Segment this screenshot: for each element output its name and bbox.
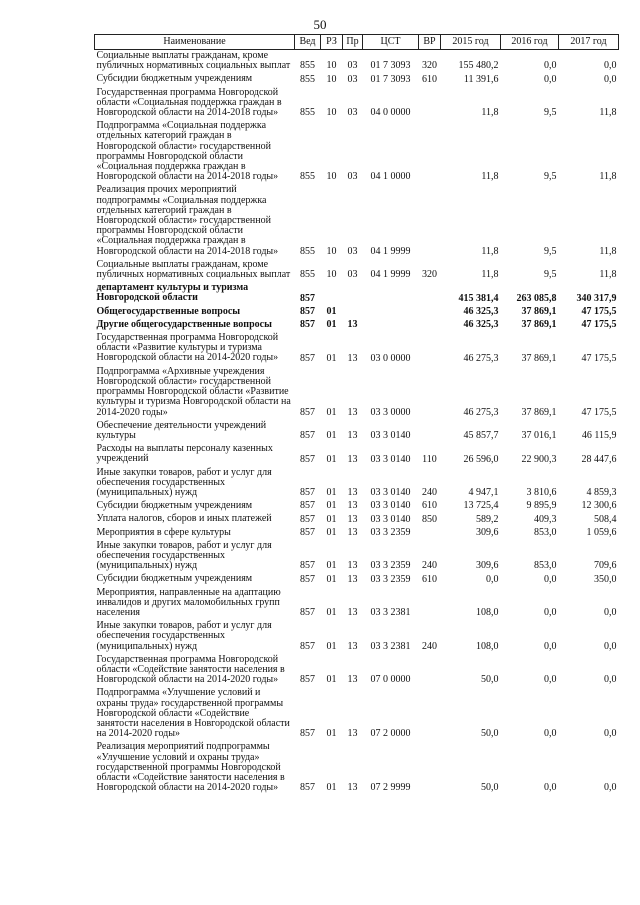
cell-ved: 857	[300, 728, 315, 740]
col-header-2017: 2017 год	[559, 35, 619, 50]
cell-vr: 320	[422, 60, 437, 72]
cell-name: Иные закупки товаров, работ и услуг для обеспечения государственных (муниципальных) нужд	[96, 620, 272, 652]
cell-rz: 10	[326, 171, 337, 183]
cell-2017: 0,0	[604, 674, 617, 686]
cell-vr: 240	[422, 487, 437, 499]
table-row	[95, 573, 619, 586]
cell-2017: 0,0	[604, 73, 617, 85]
cell-pr: 13	[347, 487, 358, 499]
cell-ved: 857	[300, 560, 315, 572]
cell-cst: 03 3 2359	[370, 573, 411, 585]
col-header-cst: ЦСТ	[363, 35, 419, 50]
table-row	[95, 654, 619, 688]
cell-2015: 309,6	[476, 560, 499, 572]
table-row	[95, 687, 619, 741]
cell-vr: 240	[422, 640, 437, 652]
cell-cst: 03 3 2381	[370, 607, 411, 619]
cell-cst: 07 2 0000	[370, 728, 411, 740]
cell-vr: 610	[422, 73, 437, 85]
cell-name: Общегосударственные вопросы	[96, 305, 241, 317]
cell-ved: 855	[300, 269, 315, 281]
cell-vr	[419, 306, 441, 319]
cell-pr: 13	[347, 453, 358, 465]
cell-2015: 4 947,1	[468, 487, 499, 499]
cell-name: Социальные выплаты гражданам, кроме публичных нормативных социальных выплат	[96, 258, 291, 281]
cell-name: Реализация мероприятий подпрограммы «Улучшение условий и охраны труда» государственной программы Новгородской области «Содействие занятости населения в Новгородской области на 2014-2020 годы»	[96, 741, 285, 794]
cell-rz: 01	[326, 487, 337, 499]
cell-vr	[419, 366, 441, 420]
table-row	[95, 184, 619, 258]
cell-cst	[363, 282, 419, 305]
cell-ved: 855	[300, 171, 315, 183]
cell-2016: 3 810,6	[526, 487, 557, 499]
cell-vr	[419, 120, 441, 184]
table-row	[95, 420, 619, 443]
cell-2017: 0,0	[604, 60, 617, 72]
cell-vr	[419, 687, 441, 741]
cell-rz: 01	[326, 640, 337, 652]
cell-2016: 37 869,1	[521, 406, 557, 418]
cell-rz	[321, 282, 343, 305]
cell-2016: 37 869,1	[521, 305, 557, 317]
cell-ved: 857	[300, 640, 315, 652]
col-header-pr: Пр	[343, 35, 363, 50]
cell-pr: 13	[347, 674, 358, 686]
cell-2015: 26 596,0	[463, 453, 499, 465]
cell-vr	[419, 282, 441, 305]
cell-cst: 07 0 0000	[370, 674, 411, 686]
cell-vr: 110	[422, 453, 437, 465]
cell-rz: 01	[326, 560, 337, 572]
table-row	[95, 620, 619, 654]
cell-vr	[419, 420, 441, 443]
cell-rz: 10	[326, 60, 337, 72]
cell-pr: 03	[347, 73, 358, 85]
cell-cst: 04 1 0000	[370, 171, 411, 183]
cell-ved: 857	[300, 573, 315, 585]
cell-ved: 857	[300, 352, 315, 364]
col-header-rz: РЗ	[321, 35, 343, 50]
cell-ved: 857	[300, 526, 315, 538]
col-header-name: Наименование	[95, 35, 295, 50]
cell-2016: 37 869,1	[521, 319, 557, 331]
cell-2017: 47 175,5	[581, 352, 617, 364]
cell-ved: 857	[300, 674, 315, 686]
cell-pr: 13	[347, 513, 358, 525]
cell-rz: 01	[326, 406, 337, 418]
cell-2017: 709,6	[594, 560, 617, 572]
cell-cst: 03 3 0140	[370, 453, 411, 465]
cell-cst: 03 3 0140	[370, 430, 411, 442]
cell-name: Государственная программа Новгородской области «Социальная поддержка граждан в Новгородской области на 2014-2018 годы»	[96, 86, 282, 119]
cell-ved: 857	[300, 305, 315, 317]
cell-2016: 0,0	[544, 674, 557, 686]
table-row	[95, 467, 619, 501]
cell-2016: 853,0	[534, 560, 557, 572]
cell-2015: 46 275,3	[463, 352, 499, 364]
cell-pr: 03	[347, 107, 358, 119]
col-header-2016: 2016 год	[501, 35, 559, 50]
cell-cst: 03 3 0140	[370, 513, 411, 525]
cell-cst	[363, 306, 419, 319]
cell-2016: 0,0	[544, 60, 557, 72]
cell-2017: 0,0	[604, 607, 617, 619]
table-row	[95, 540, 619, 574]
cell-vr	[419, 184, 441, 258]
cell-pr: 13	[347, 352, 358, 364]
cell-name: Обеспечение деятельности учреждений культуры	[96, 419, 267, 441]
cell-rz: 01	[326, 573, 337, 585]
cell-cst: 03 3 0000	[370, 406, 411, 418]
cell-rz: 01	[326, 674, 337, 686]
cell-2015: 11,8	[481, 245, 499, 257]
cell-2017: 12 300,6	[581, 500, 617, 512]
col-header-ved: Вед	[295, 35, 321, 50]
cell-2015: 46 275,3	[463, 406, 499, 418]
cell-pr: 13	[347, 560, 358, 572]
cell-name: департамент культуры и туризма Новгородской области	[96, 282, 249, 304]
cell-pr: 13	[347, 406, 358, 418]
cell-2016: 0,0	[544, 573, 557, 585]
table-body	[95, 50, 619, 796]
cell-ved: 857	[300, 487, 315, 499]
cell-2015: 108,0	[476, 607, 499, 619]
cell-pr: 13	[347, 607, 358, 619]
page-number: 50	[313, 17, 327, 32]
table-row	[95, 73, 619, 86]
cell-2015: 46 325,3	[463, 319, 499, 331]
cell-pr	[343, 306, 363, 319]
cell-ved: 855	[300, 60, 315, 72]
cell-2017: 11,8	[599, 245, 617, 257]
cell-2015: 11 391,6	[463, 73, 499, 85]
col-header-2015: 2015 год	[441, 35, 501, 50]
cell-name: Расходы на выплаты персоналу казенных учреждений	[96, 443, 273, 465]
cell-pr: 03	[347, 269, 358, 281]
table-row	[95, 741, 619, 795]
cell-2017: 47 175,5	[581, 305, 617, 317]
cell-2016: 0,0	[544, 728, 557, 740]
cell-name: Подпрограмма «Архивные учреждения Новгородской области» государственной программы Новгородской области «Развитие культуры и туризма Новгородской области на 2014-2020 годы»	[96, 365, 291, 418]
cell-2015: 46 325,3	[463, 305, 499, 317]
cell-rz: 01	[326, 513, 337, 525]
cell-2015: 13 725,4	[463, 500, 499, 512]
table-row	[95, 282, 619, 305]
cell-2016: 263 085,8	[516, 292, 557, 304]
cell-rz: 10	[326, 73, 337, 85]
cell-cst: 03 3 0140	[370, 487, 411, 499]
cell-vr	[419, 319, 441, 332]
cell-ved: 855	[300, 73, 315, 85]
table-row	[95, 319, 619, 332]
table-row	[95, 587, 619, 621]
cell-2016: 9 895,9	[526, 500, 557, 512]
cell-vr: 610	[422, 500, 437, 512]
table-row	[95, 513, 619, 526]
cell-2016: 0,0	[544, 73, 557, 85]
cell-cst: 03 3 2359	[370, 560, 411, 572]
cell-2017: 0,0	[604, 782, 617, 794]
cell-name: Социальные выплаты гражданам, кроме публичных нормативных социальных выплат	[96, 50, 291, 72]
cell-pr: 03	[347, 60, 358, 72]
cell-2016: 9,5	[544, 107, 557, 119]
cell-vr: 240	[422, 560, 437, 572]
cell-name: Другие общегосударственные вопросы	[96, 318, 272, 330]
cell-ved: 857	[300, 292, 315, 304]
cell-pr: 13	[347, 319, 358, 331]
cell-2017: 4 859,3	[586, 487, 617, 499]
cell-rz: 01	[326, 305, 337, 317]
cell-rz: 01	[326, 782, 337, 794]
cell-2015: 11,8	[481, 171, 499, 183]
cell-rz: 01	[326, 526, 337, 538]
cell-rz: 10	[326, 107, 337, 119]
table-row	[95, 443, 619, 466]
cell-2017: 0,0	[604, 640, 617, 652]
cell-2015: 155 480,2	[458, 60, 499, 72]
cell-name: Иные закупки товаров, работ и услуг для обеспечения государственных (муниципальных) нужд	[96, 466, 272, 498]
cell-cst: 01 7 3093	[370, 60, 411, 72]
cell-ved: 857	[300, 319, 315, 331]
cell-name: Субсидии бюджетным учреждениям	[96, 573, 253, 585]
cell-2017: 0,0	[604, 728, 617, 740]
cell-vr: 850	[422, 513, 437, 525]
cell-2016: 22 900,3	[521, 453, 557, 465]
cell-pr: 13	[347, 500, 358, 512]
cell-cst: 03 3 2359	[370, 526, 411, 538]
cell-ved: 857	[300, 782, 315, 794]
cell-2015: 50,0	[481, 782, 499, 794]
cell-2016: 9,5	[544, 171, 557, 183]
cell-pr: 03	[347, 171, 358, 183]
cell-name: Государственная программа Новгородской области «Содействие занятости населения в Новгородской области на 2014-2020 годы»	[96, 653, 285, 686]
cell-ved: 857	[300, 513, 315, 525]
cell-rz: 01	[326, 728, 337, 740]
cell-2016: 0,0	[544, 782, 557, 794]
cell-vr	[419, 741, 441, 795]
cell-2015: 108,0	[476, 640, 499, 652]
cell-ved: 857	[300, 500, 315, 512]
cell-ved: 857	[300, 430, 315, 442]
cell-pr: 13	[347, 640, 358, 652]
cell-2016: 409,3	[534, 513, 557, 525]
cell-cst: 04 1 9999	[370, 245, 411, 257]
cell-rz: 01	[326, 500, 337, 512]
cell-2015: 50,0	[481, 674, 499, 686]
cell-pr: 13	[347, 573, 358, 585]
cell-cst: 04 1 9999	[370, 269, 411, 281]
cell-2016: 0,0	[544, 607, 557, 619]
cell-2017: 340 317,9	[576, 292, 617, 304]
cell-2017: 47 175,5	[581, 406, 617, 418]
cell-name: Реализация прочих мероприятий подпрограммы «Социальная поддержка отдельных категорий граждан в Новгородской области» государственной программы Новгородской области «Социальная поддержка граждан в Новгородской области на 2014-2018 годы»	[96, 184, 279, 257]
cell-cst: 03 0 0000	[370, 352, 411, 364]
table-header-row	[95, 35, 619, 50]
cell-rz: 01	[326, 607, 337, 619]
table-row	[95, 500, 619, 513]
cell-rz: 01	[326, 319, 337, 331]
cell-name: Уплата налогов, сборов и иных платежей	[96, 513, 272, 525]
cell-vr: 610	[422, 573, 437, 585]
cell-rz: 10	[326, 245, 337, 257]
cell-pr: 13	[347, 728, 358, 740]
table-row	[95, 527, 619, 540]
col-header-vr: ВР	[419, 35, 441, 50]
cell-2015: 11,8	[481, 107, 499, 119]
cell-vr	[419, 87, 441, 121]
cell-name: Государственная программа Новгородской области «Развитие культуры и туризма Новгородской области на 2014-2020 годы»	[96, 332, 279, 364]
cell-pr: 13	[347, 782, 358, 794]
cell-name: Субсидии бюджетным учреждениям	[96, 500, 253, 512]
cell-2015: 11,8	[481, 269, 499, 281]
cell-name: Мероприятия в сфере культуры	[96, 526, 231, 538]
cell-2017: 1 059,6	[586, 526, 617, 538]
cell-vr: 320	[422, 269, 437, 281]
cell-ved: 855	[300, 245, 315, 257]
table-row	[95, 332, 619, 366]
cell-name: Иные закупки товаров, работ и услуг для обеспечения государственных (муниципальных) нужд	[96, 539, 272, 572]
cell-2015: 309,6	[476, 526, 499, 538]
cell-2016: 9,5	[544, 269, 557, 281]
cell-cst: 04 0 0000	[370, 107, 411, 119]
cell-vr	[419, 332, 441, 366]
cell-2015: 0,0	[486, 573, 499, 585]
cell-2017: 350,0	[594, 573, 617, 585]
cell-ved: 857	[300, 406, 315, 418]
cell-2017: 47 175,5	[581, 319, 617, 331]
cell-ved: 855	[300, 107, 315, 119]
table-row	[95, 120, 619, 184]
budget-table	[94, 34, 619, 795]
cell-pr	[343, 282, 363, 305]
cell-name: Подпрограмма «Социальная поддержка отдельных категорий граждан в Новгородской области» государственной программы Новгородской области «Социальная поддержка граждан в Новгородской области на 2014-2018 годы»	[96, 120, 279, 183]
cell-cst: 03 3 0140	[370, 500, 411, 512]
cell-name: Мероприятия, направленные на адаптацию инвалидов и других маломобильных групп населения	[96, 586, 281, 618]
cell-2017: 11,8	[599, 171, 617, 183]
cell-rz: 10	[326, 269, 337, 281]
cell-2016: 9,5	[544, 245, 557, 257]
cell-cst: 03 3 2381	[370, 640, 411, 652]
cell-rz: 01	[326, 430, 337, 442]
cell-2017: 46 115,9	[581, 430, 617, 442]
table-row	[95, 259, 619, 282]
cell-pr: 13	[347, 526, 358, 538]
table-row	[95, 87, 619, 121]
cell-cst	[363, 319, 419, 332]
cell-rz: 01	[326, 352, 337, 364]
cell-ved: 857	[300, 453, 315, 465]
table-row	[95, 366, 619, 420]
cell-cst: 01 7 3093	[370, 73, 411, 85]
cell-2015: 45 857,7	[463, 430, 499, 442]
cell-2015: 415 381,4	[458, 292, 499, 304]
cell-pr: 13	[347, 430, 358, 442]
table-row	[95, 50, 619, 74]
cell-name: Субсидии бюджетным учреждениям	[96, 73, 253, 85]
cell-2017: 508,4	[594, 513, 617, 525]
cell-pr: 03	[347, 245, 358, 257]
cell-2017: 28 447,6	[581, 453, 617, 465]
cell-name: Подпрограмма «Улучшение условий и охраны труда» государственной программы Новгородской области «Содействие занятости населения в Новгородской области на 2014-2020 годы»	[96, 687, 290, 740]
cell-2017: 11,8	[599, 269, 617, 281]
cell-vr	[419, 527, 441, 540]
cell-cst: 07 2 9999	[370, 782, 411, 794]
cell-2015: 589,2	[476, 513, 499, 525]
cell-2015: 50,0	[481, 728, 499, 740]
cell-rz: 01	[326, 453, 337, 465]
cell-2016: 0,0	[544, 640, 557, 652]
cell-2016: 853,0	[534, 526, 557, 538]
cell-vr	[419, 654, 441, 688]
cell-vr	[419, 587, 441, 621]
table-row	[95, 306, 619, 319]
cell-2017: 11,8	[599, 107, 617, 119]
cell-ved: 857	[300, 607, 315, 619]
cell-2016: 37 016,1	[521, 430, 557, 442]
cell-2016: 37 869,1	[521, 352, 557, 364]
